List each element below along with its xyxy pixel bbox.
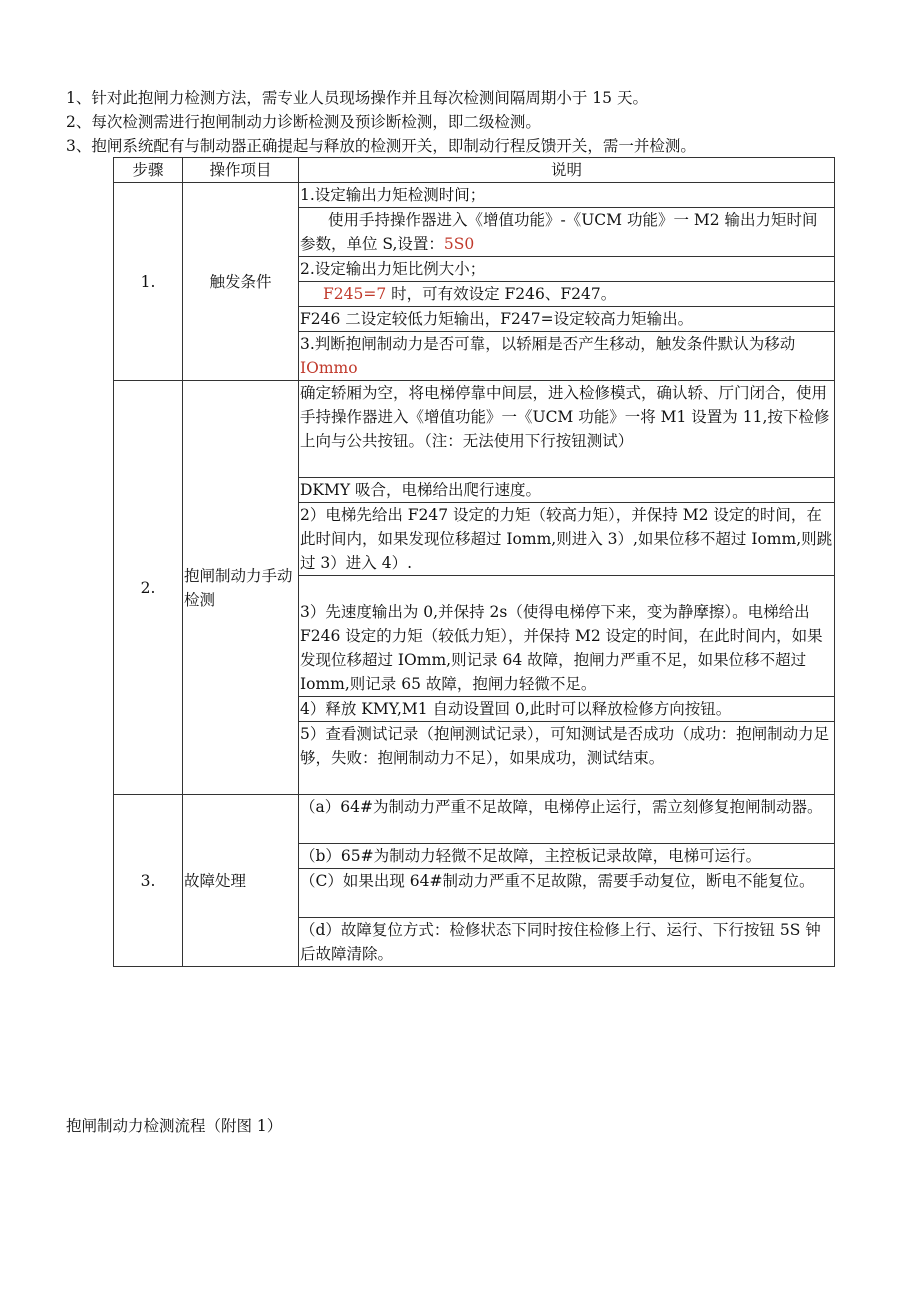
highlight-value: IOmmo xyxy=(300,359,358,377)
operation-item: 故障处理 xyxy=(183,795,299,967)
intro-note-3: 3、抱闸系统配有与制动器正确提起与释放的检测开关，即制动行程反馈开关，需一并检测。 xyxy=(66,137,696,155)
description-cell: 1.设定输出力矩检测时间； xyxy=(299,183,835,208)
inspection-table xyxy=(113,157,835,967)
step-number: 1. xyxy=(114,183,183,381)
description-cell: （d）故障复位方式：检修状态下同时按住检修上行、运行、下行按钮 5S 钟后故障清除。 xyxy=(299,918,835,967)
table-header-row xyxy=(114,158,835,183)
highlight-value: 5S0 xyxy=(443,235,475,253)
table-row xyxy=(114,795,835,844)
description-cell: （a）64#为制动力严重不足故障，电梯停止运行，需立刻修复抱闸制动器。 xyxy=(299,795,835,844)
operation-item: 触发条件 xyxy=(183,183,299,381)
intro-note-2: 2、每次检测需进行抱闸制动力诊断检测及预诊断检测，即二级检测。 xyxy=(66,113,541,131)
step-number: 3. xyxy=(114,795,183,967)
table-row xyxy=(114,183,835,208)
description-cell: （C）如果出现 64#制动力严重不足故隙，需要手动复位，断电不能复位。 xyxy=(299,869,835,918)
description-cell: 2）电梯先给出 F247 设定的力矩（较高力矩），并保持 M2 设定的时间，在此时间内，如果发现位移超过 Iomm,则进入 3）,如果位移不超过 Iomm,则跳过 3）进入 4）. xyxy=(299,503,835,576)
description-cell: 5）查看测试记录（抱闸测试记录），可知测试是否成功（成功：抱闸制动力足够，失败：抱闸制动力不足），如果成功，测试结束。 xyxy=(299,722,835,795)
description-cell: 2.设定输出力矩比例大小； xyxy=(299,257,835,282)
intro-note-1: 1、针对此抱闸力检测方法，需专业人员现场操作并且每次检测间隔周期小于 15 天。 xyxy=(66,89,648,107)
description-cell xyxy=(299,282,835,307)
description-text: 使用手持操作器进入《增值功能》-《UCM 功能》一 M2 输出力矩时间参数，单位 S,设置： xyxy=(300,211,818,253)
operation-item: 抱闸制动力手动检测 xyxy=(183,381,299,795)
description-cell: F246 二设定较低力矩输出，F247=设定较高力矩输出。 xyxy=(299,307,835,332)
description-cell: 确定轿厢为空，将电梯停靠中间层，进入检修模式，确认轿、厅门闭合，使用手持操作器进入《增值功能》一《UCM 功能》一将 M1 设置为 11,按下检修上向与公共按钮。（注：无法使用下行按钮测试） xyxy=(299,381,835,478)
description-cell: 4）释放 KMY,M1 自动设置回 0,此时可以释放检修方向按钮。 xyxy=(299,697,835,722)
description-cell: DKMY 吸合，电梯给出爬行速度。 xyxy=(299,478,835,503)
intro-notes xyxy=(66,86,866,158)
header-step: 步骤 xyxy=(114,158,183,183)
table-row xyxy=(114,381,835,478)
description-cell xyxy=(299,332,835,381)
figure-caption: 抱闸制动力检测流程（附图 1） xyxy=(66,1117,283,1135)
header-description: 说明 xyxy=(299,158,835,183)
header-operation: 操作项目 xyxy=(183,158,299,183)
description-cell: （b）65#为制动力轻微不足故障，主控板记录故障，电梯可运行。 xyxy=(299,844,835,869)
description-cell: 3）先速度输出为 0,并保持 2s（使得电梯停下来，变为静摩擦）。电梯给出 F246 设定的力矩（较低力矩），并保持 M2 设定的时间，在此时间内，如果发现位移超过 IOmm,则记录 64 故障，抱闸力严重不足，如果位移不超过 Iomm,则记录 65 故障，抱闸力轻微不足。 xyxy=(299,576,835,697)
description-text: 时，可有效设定 F246、F247。 xyxy=(386,285,617,303)
highlight-value: F245=7 xyxy=(323,285,387,303)
step-number: 2. xyxy=(114,381,183,795)
description-text: 3.判断抱闸制动力是否可靠，以轿厢是否产生移动，触发条件默认为移动 xyxy=(300,335,796,353)
description-cell xyxy=(299,208,835,257)
